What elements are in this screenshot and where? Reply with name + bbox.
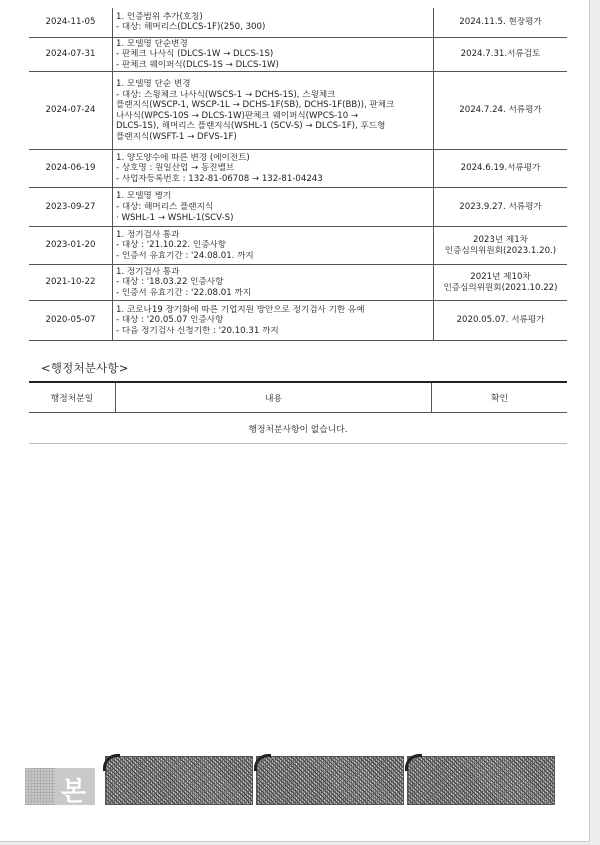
content-line: - 판체크 웨이퍼식(DLCS-1S → DLCS-1W)	[116, 59, 279, 70]
history-date: 2024-06-19	[29, 150, 113, 188]
content-line: 1. 정기검사 통과	[116, 229, 180, 240]
history-content	[113, 265, 434, 301]
history-date: 2024-07-31	[29, 37, 113, 72]
content-line: 1. 모델명 단순 변경	[116, 79, 191, 89]
security-seal-3	[407, 756, 555, 805]
certification-history-table	[29, 8, 567, 341]
history-content	[113, 72, 434, 150]
seal-corner-mark	[405, 754, 422, 771]
history-date: 2024-07-24	[29, 72, 113, 150]
result-line: 2024.11.5. 현장평가	[459, 16, 542, 27]
content-line: 나사식(WPCS-10S → DLCS-1W)판체크 웨이퍼식(WPCS-10 →	[116, 110, 359, 121]
content-line: 1. 모델명 단순변경	[116, 38, 188, 49]
content-line: 플랜지식(WSCP-1, WSCP-1L → DCHS-1F(SB), DCHS-1F(BB)), 판체크	[116, 100, 395, 111]
table-row	[29, 150, 567, 188]
result-line: 2020.05.07. 서류평가	[456, 315, 545, 326]
content-line: - 대상: 해머리스(DLCS-1F)(250, 300)	[116, 22, 266, 33]
content-line: 1. 양도양수에 따른 변경 (에이전트)	[116, 152, 250, 163]
badge-text: 본	[61, 777, 87, 807]
content-line: - 판체크 나사식 (DLCS-1W → DLCS-1S)	[116, 49, 274, 60]
content-line: · WSHL-1 → WSHL-1(SCV-S)	[116, 212, 234, 223]
history-date: 2023-09-27	[29, 188, 113, 227]
history-content	[113, 37, 434, 72]
content-line: - 대상: 해머리스 플랜지식	[116, 201, 214, 212]
table-row	[29, 8, 567, 37]
history-result	[434, 72, 568, 150]
result-line: 2023년 제1차	[473, 235, 528, 246]
content-line: 플랜지식(WSFT-1 → DFVS-1F)	[116, 131, 237, 142]
admin-disposition-table	[29, 381, 567, 444]
table-row	[29, 37, 567, 72]
content-line: - 대상 : '18.03.22 인증사항	[116, 277, 224, 288]
history-result	[434, 37, 568, 72]
header-content: 내용	[116, 382, 432, 413]
result-line: 인증심의위원회(2023.1.20.)	[444, 245, 557, 256]
history-content	[113, 8, 434, 37]
history-result	[434, 150, 568, 188]
history-result	[434, 227, 568, 265]
table-row	[29, 265, 567, 301]
content-line: - 대상 : '20.05.07 인증사항	[116, 315, 224, 326]
history-result	[434, 265, 568, 301]
stamp-pattern	[25, 768, 55, 805]
history-content	[113, 227, 434, 265]
result-line: 2023.9.27. 서류평가	[459, 201, 542, 212]
security-seal-1	[105, 756, 253, 805]
result-line: 인증심의위원회(2021.10.22)	[443, 282, 558, 293]
content-line: - 다음 정기검사 신청기한 : '20.10.31 까지	[116, 326, 279, 337]
history-content	[113, 150, 434, 188]
seal-corner-mark	[254, 754, 271, 771]
table-row	[29, 413, 567, 444]
seal-corner-mark	[103, 754, 120, 771]
table-row	[29, 188, 567, 227]
content-line: - 사업자등록번호 : 132-81-06708 → 132-81-04243	[116, 174, 323, 185]
history-result	[434, 301, 568, 341]
content-line: 1. 코로나19 장기화에 따른 기업지원 방안으로 정기검사 기한 유예	[116, 304, 365, 315]
history-date: 2021-10-22	[29, 265, 113, 301]
table-row	[29, 72, 567, 150]
content-line: - 대상: 스윙체크 나사식(WSCS-1 → DCHS-1S), 스윙체크	[116, 89, 336, 100]
content-line: 1. 모델명 병기	[116, 191, 172, 202]
original-stamp-badge	[25, 768, 95, 805]
history-date: 2020-05-07	[29, 301, 113, 341]
content-line: 1. 정기검사 통과	[116, 266, 180, 277]
empty-message: 행정처분사항이 없습니다.	[29, 413, 567, 444]
table-row	[29, 301, 567, 341]
history-content	[113, 188, 434, 227]
history-result	[434, 188, 568, 227]
result-line: 2021년 제10차	[470, 272, 531, 283]
content-line: - 상호명 : 원일산업 → 동진밸브	[116, 163, 235, 174]
content-line: - 대상 : '21.10.22. 인증사항	[116, 240, 227, 251]
result-line: 2024.6.19.서류평가	[460, 163, 541, 174]
content-line: DLCS-1S), 해머리스 플랜지식(WSHL-1 (SCV-S) → DLCS-1F), 후드형	[116, 121, 386, 132]
header-confirm: 확인	[432, 382, 568, 413]
security-seal-2	[256, 756, 404, 805]
admin-section-title: <행정처분사항>	[41, 361, 129, 375]
content-line: - 인증서 유효기간 : '22.08.01 까지	[116, 288, 252, 299]
history-date: 2024-11-05	[29, 8, 113, 37]
table-row	[29, 227, 567, 265]
content-line: - 인증서 유효기간 : '24.08.01. 까지	[116, 251, 254, 262]
result-line: 2024.7.24. 서류평가	[459, 105, 542, 116]
history-date: 2023-01-20	[29, 227, 113, 265]
header-disposition-date: 행정처분일	[29, 382, 116, 413]
history-result	[434, 8, 568, 37]
history-content	[113, 301, 434, 341]
content-line: 1. 인증범위 추가(호칭)	[116, 11, 203, 22]
result-line: 2024.7.31.서류검토	[460, 49, 541, 60]
